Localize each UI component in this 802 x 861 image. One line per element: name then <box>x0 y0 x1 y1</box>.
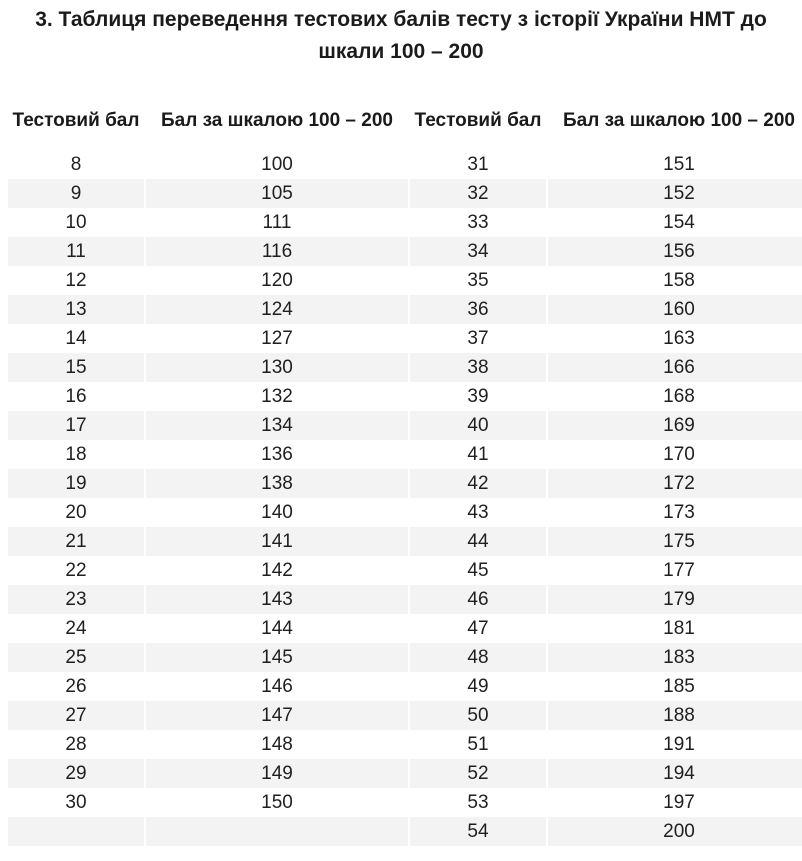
score-conversion-table-container <box>6 90 802 846</box>
cell-scaled-score-left <box>146 817 408 846</box>
cell-test-score-left: 18 <box>8 440 144 469</box>
table-row <box>8 643 802 672</box>
cell-scaled-score-left: 124 <box>146 295 408 324</box>
cell-test-score-right: 53 <box>410 788 546 817</box>
cell-test-score-right: 47 <box>410 614 546 643</box>
cell-scaled-score-right: 181 <box>548 614 802 643</box>
cell-scaled-score-right: 158 <box>548 266 802 295</box>
table-row <box>8 266 802 295</box>
cell-scaled-score-left: 130 <box>146 353 408 382</box>
cell-test-score-right: 35 <box>410 266 546 295</box>
cell-test-score-left: 19 <box>8 469 144 498</box>
cell-scaled-score-right: 169 <box>548 411 802 440</box>
cell-test-score-left: 28 <box>8 730 144 759</box>
cell-scaled-score-left: 149 <box>146 759 408 788</box>
cell-test-score-left: 26 <box>8 672 144 701</box>
cell-scaled-score-left: 141 <box>146 527 408 556</box>
page-title: 3. Таблиця переведення тестових балів тесту з історії України НМТ до шкали 100 – 200 <box>35 8 767 63</box>
cell-test-score-left: 30 <box>8 788 144 817</box>
cell-scaled-score-left: 120 <box>146 266 408 295</box>
cell-test-score-right: 48 <box>410 643 546 672</box>
table-row <box>8 179 802 208</box>
cell-scaled-score-left: 105 <box>146 179 408 208</box>
header-scaled-score-right: Бал за шкалою 100 – 200 <box>548 90 802 150</box>
cell-test-score-left: 15 <box>8 353 144 382</box>
cell-scaled-score-right: 200 <box>548 817 802 846</box>
cell-test-score-left: 11 <box>8 237 144 266</box>
table-row <box>8 527 802 556</box>
cell-scaled-score-left: 150 <box>146 788 408 817</box>
cell-scaled-score-left: 138 <box>146 469 408 498</box>
cell-test-score-right: 42 <box>410 469 546 498</box>
cell-scaled-score-right: 154 <box>548 208 802 237</box>
cell-test-score-right: 39 <box>410 382 546 411</box>
cell-scaled-score-right: 152 <box>548 179 802 208</box>
table-row <box>8 237 802 266</box>
cell-test-score-right: 44 <box>410 527 546 556</box>
table-header-row <box>8 90 802 150</box>
cell-scaled-score-right: 179 <box>548 585 802 614</box>
cell-test-score-right: 41 <box>410 440 546 469</box>
cell-scaled-score-right: 160 <box>548 295 802 324</box>
table-row <box>8 817 802 846</box>
cell-test-score-right: 46 <box>410 585 546 614</box>
cell-scaled-score-left: 111 <box>146 208 408 237</box>
cell-test-score-right: 34 <box>410 237 546 266</box>
cell-scaled-score-left: 146 <box>146 672 408 701</box>
cell-scaled-score-right: 191 <box>548 730 802 759</box>
table-row <box>8 730 802 759</box>
cell-scaled-score-left: 142 <box>146 556 408 585</box>
cell-test-score-left: 20 <box>8 498 144 527</box>
table-row <box>8 295 802 324</box>
cell-test-score-left: 25 <box>8 643 144 672</box>
cell-test-score-left: 14 <box>8 324 144 353</box>
cell-scaled-score-left: 148 <box>146 730 408 759</box>
cell-scaled-score-left: 100 <box>146 150 408 179</box>
table-row <box>8 353 802 382</box>
cell-scaled-score-right: 163 <box>548 324 802 353</box>
table-row <box>8 788 802 817</box>
table-row <box>8 440 802 469</box>
cell-test-score-right: 31 <box>410 150 546 179</box>
cell-scaled-score-left: 144 <box>146 614 408 643</box>
table-row <box>8 759 802 788</box>
cell-test-score-left: 12 <box>8 266 144 295</box>
cell-scaled-score-right: 156 <box>548 237 802 266</box>
cell-scaled-score-right: 172 <box>548 469 802 498</box>
cell-scaled-score-right: 173 <box>548 498 802 527</box>
cell-scaled-score-left: 132 <box>146 382 408 411</box>
cell-test-score-left: 22 <box>8 556 144 585</box>
cell-scaled-score-right: 197 <box>548 788 802 817</box>
cell-test-score-left: 24 <box>8 614 144 643</box>
header-test-score-right: Тестовий бал <box>410 90 546 150</box>
table-row <box>8 585 802 614</box>
table-row <box>8 701 802 730</box>
cell-scaled-score-right: 183 <box>548 643 802 672</box>
table-row <box>8 382 802 411</box>
table-row <box>8 208 802 237</box>
table-row <box>8 614 802 643</box>
cell-scaled-score-left: 143 <box>146 585 408 614</box>
table-row <box>8 556 802 585</box>
cell-scaled-score-right: 177 <box>548 556 802 585</box>
cell-test-score-right: 49 <box>410 672 546 701</box>
cell-test-score-left: 9 <box>8 179 144 208</box>
table-row <box>8 672 802 701</box>
cell-scaled-score-left: 116 <box>146 237 408 266</box>
cell-test-score-right: 43 <box>410 498 546 527</box>
cell-scaled-score-left: 140 <box>146 498 408 527</box>
cell-scaled-score-right: 168 <box>548 382 802 411</box>
cell-test-score-left: 29 <box>8 759 144 788</box>
cell-scaled-score-left: 145 <box>146 643 408 672</box>
cell-test-score-right: 50 <box>410 701 546 730</box>
cell-scaled-score-left: 136 <box>146 440 408 469</box>
cell-test-score-left: 13 <box>8 295 144 324</box>
cell-scaled-score-right: 194 <box>548 759 802 788</box>
cell-test-score-right: 52 <box>410 759 546 788</box>
header-test-score-left: Тестовий бал <box>8 90 144 150</box>
header-scaled-score-left: Бал за шкалою 100 – 200 <box>146 90 408 150</box>
cell-test-score-right: 32 <box>410 179 546 208</box>
cell-scaled-score-left: 134 <box>146 411 408 440</box>
cell-scaled-score-left: 147 <box>146 701 408 730</box>
table-row <box>8 469 802 498</box>
cell-test-score-left: 8 <box>8 150 144 179</box>
cell-scaled-score-right: 188 <box>548 701 802 730</box>
table-body <box>8 150 802 846</box>
cell-test-score-left: 21 <box>8 527 144 556</box>
score-conversion-table <box>6 90 802 846</box>
cell-test-score-right: 33 <box>410 208 546 237</box>
cell-test-score-right: 40 <box>410 411 546 440</box>
cell-scaled-score-right: 151 <box>548 150 802 179</box>
table-row <box>8 324 802 353</box>
cell-test-score-left <box>8 817 144 846</box>
table-row <box>8 150 802 179</box>
table-row <box>8 411 802 440</box>
cell-test-score-left: 27 <box>8 701 144 730</box>
cell-test-score-right: 54 <box>410 817 546 846</box>
cell-test-score-right: 37 <box>410 324 546 353</box>
cell-test-score-right: 51 <box>410 730 546 759</box>
cell-scaled-score-right: 185 <box>548 672 802 701</box>
cell-test-score-right: 38 <box>410 353 546 382</box>
table-row <box>8 498 802 527</box>
cell-test-score-left: 16 <box>8 382 144 411</box>
cell-test-score-right: 36 <box>410 295 546 324</box>
cell-scaled-score-right: 170 <box>548 440 802 469</box>
cell-test-score-left: 10 <box>8 208 144 237</box>
cell-scaled-score-right: 166 <box>548 353 802 382</box>
cell-scaled-score-left: 127 <box>146 324 408 353</box>
cell-scaled-score-right: 175 <box>548 527 802 556</box>
cell-test-score-left: 23 <box>8 585 144 614</box>
cell-test-score-left: 17 <box>8 411 144 440</box>
cell-test-score-right: 45 <box>410 556 546 585</box>
